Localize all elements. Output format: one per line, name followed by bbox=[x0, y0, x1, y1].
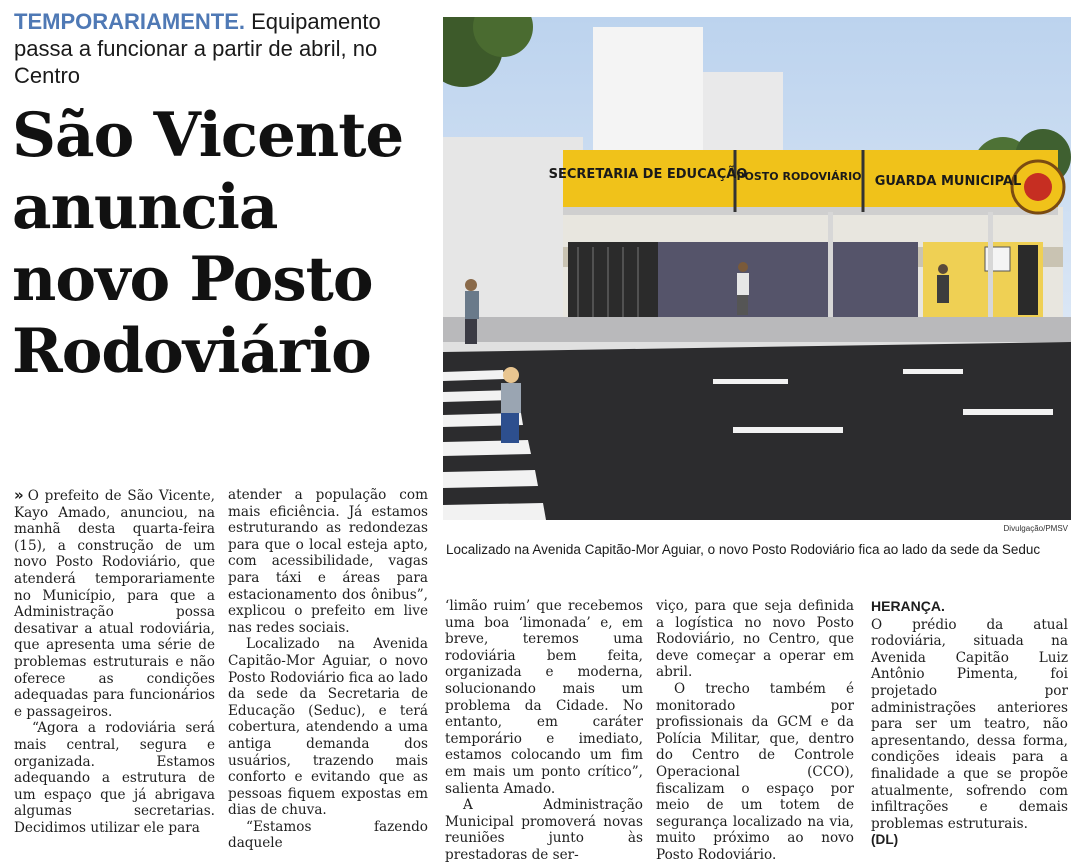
column-2-paragraph-2: Localizado na Avenida Capitão-Mor Aguiar, o novo Posto Rodoviário fica ao lado da sede da Secretaria de Educação (Seduc), e terá cobertura, atendendo a uma antiga demanda dos usuários, trazendo mais conforto e evitando que as pessoas fiquem expostas em dias de chuva. bbox=[228, 636, 428, 819]
section-subhead: HERANÇA. bbox=[871, 598, 945, 614]
kicker-tag: TEMPORARIAMENTE. bbox=[14, 9, 245, 34]
sign-education: SECRETARIA DE EDUCAÇÃO bbox=[548, 167, 748, 182]
kicker bbox=[14, 8, 434, 89]
column-1-paragraph-1 bbox=[14, 487, 215, 720]
article-column-3 bbox=[445, 598, 643, 864]
column-3-paragraph-1: ‘limão ruim’ que recebemos uma boa ‘limonada’ e, em breve, teremos uma rodoviária bem feita, organizada e moderna, solucionando mais um problema da Cidade. No entanto, em caráter temporário e imediato, estamos colocando um fim em mais um ponto crítico”, salienta Amado. bbox=[445, 598, 643, 797]
article-photo bbox=[443, 17, 1071, 520]
author-signature: (DL) bbox=[871, 832, 899, 848]
article-column-1 bbox=[14, 487, 215, 836]
column-2-paragraph-1: atender a população com mais eficiência. Já estamos estruturando as redondezas para que o local esteja apto, com acessibilidade, vagas para táxi e áreas para estacionamento dos ônibus”, explicou o prefeito em live nas redes sociais. bbox=[228, 487, 428, 636]
column-3-paragraph-2: A Administração Municipal promoverá novas reuniões junto às prestadoras de ser- bbox=[445, 797, 643, 863]
column-1-paragraph-1-text: O prefeito de São Vicente, Kayo Amado, anunciou, na manhã desta quarta-feira (15), a construção de um novo Posto Rodoviário, que atenderá temporariamente no Município, para que a Administração possa desativar a atual rodoviária, que apresenta uma série de problemas estruturais e não oferece as condições adequadas para funcionários e passageiros. bbox=[14, 488, 215, 720]
column-4-paragraph-2: O trecho também é monitorado por profissionais da GCM e da Polícia Militar, que, dentro do Centro de Controle Operacional (CCO), fiscalizam o espaço por meio de um totem de segurança localizado na via, muito próximo ao novo Posto Rodoviário. bbox=[656, 680, 854, 863]
column-1-paragraph-2: “Agora a rodoviária será mais central, segura e organizada. Estamos adequando a estrutura de um espaço que já abrigava algumas secretarias. Decidimos utilizar ele para bbox=[14, 720, 215, 836]
chevron-right-icon: » bbox=[14, 486, 24, 504]
article-column-5 bbox=[871, 598, 1068, 849]
column-4-paragraph-1: viço, para que seja definida a logística no novo Posto Rodoviário, no Centro, que deve começar a operar em abril. bbox=[656, 598, 854, 681]
column-2-paragraph-3: “Estamos fazendo daquele bbox=[228, 818, 428, 852]
sign-municipal-guard: GUARDA MUNICIPAL bbox=[874, 174, 1022, 189]
column-5-paragraph-1: O prédio da atual rodoviária, situada na Avenida Capitão Luiz Antônio Pimenta, foi projetado por administrações anteriores para ser um teatro, não apresentando, dessa forma, condições ideais para a finalidade a que se propõe atualmente, sofrendo com infiltrações e demais problemas estruturais. bbox=[871, 616, 1068, 832]
photo-caption: Localizado na Avenida Capitão-Mor Aguiar, o novo Posto Rodoviário fica ao lado da sede da Seduc bbox=[446, 542, 1041, 557]
photo-rendering bbox=[443, 17, 1071, 520]
kicker-text: Equipamento passa a funcionar a partir de abril, no Centro bbox=[14, 9, 381, 88]
sign-bus-station: POSTO RODOVIÁRIO bbox=[736, 170, 862, 183]
photo-credit: Divulgação/PMSV bbox=[1003, 524, 1068, 533]
article-column-2 bbox=[228, 487, 428, 852]
headline: São Vicente anuncia novo Posto Rodoviário bbox=[12, 100, 404, 387]
article-column-4 bbox=[656, 598, 854, 864]
